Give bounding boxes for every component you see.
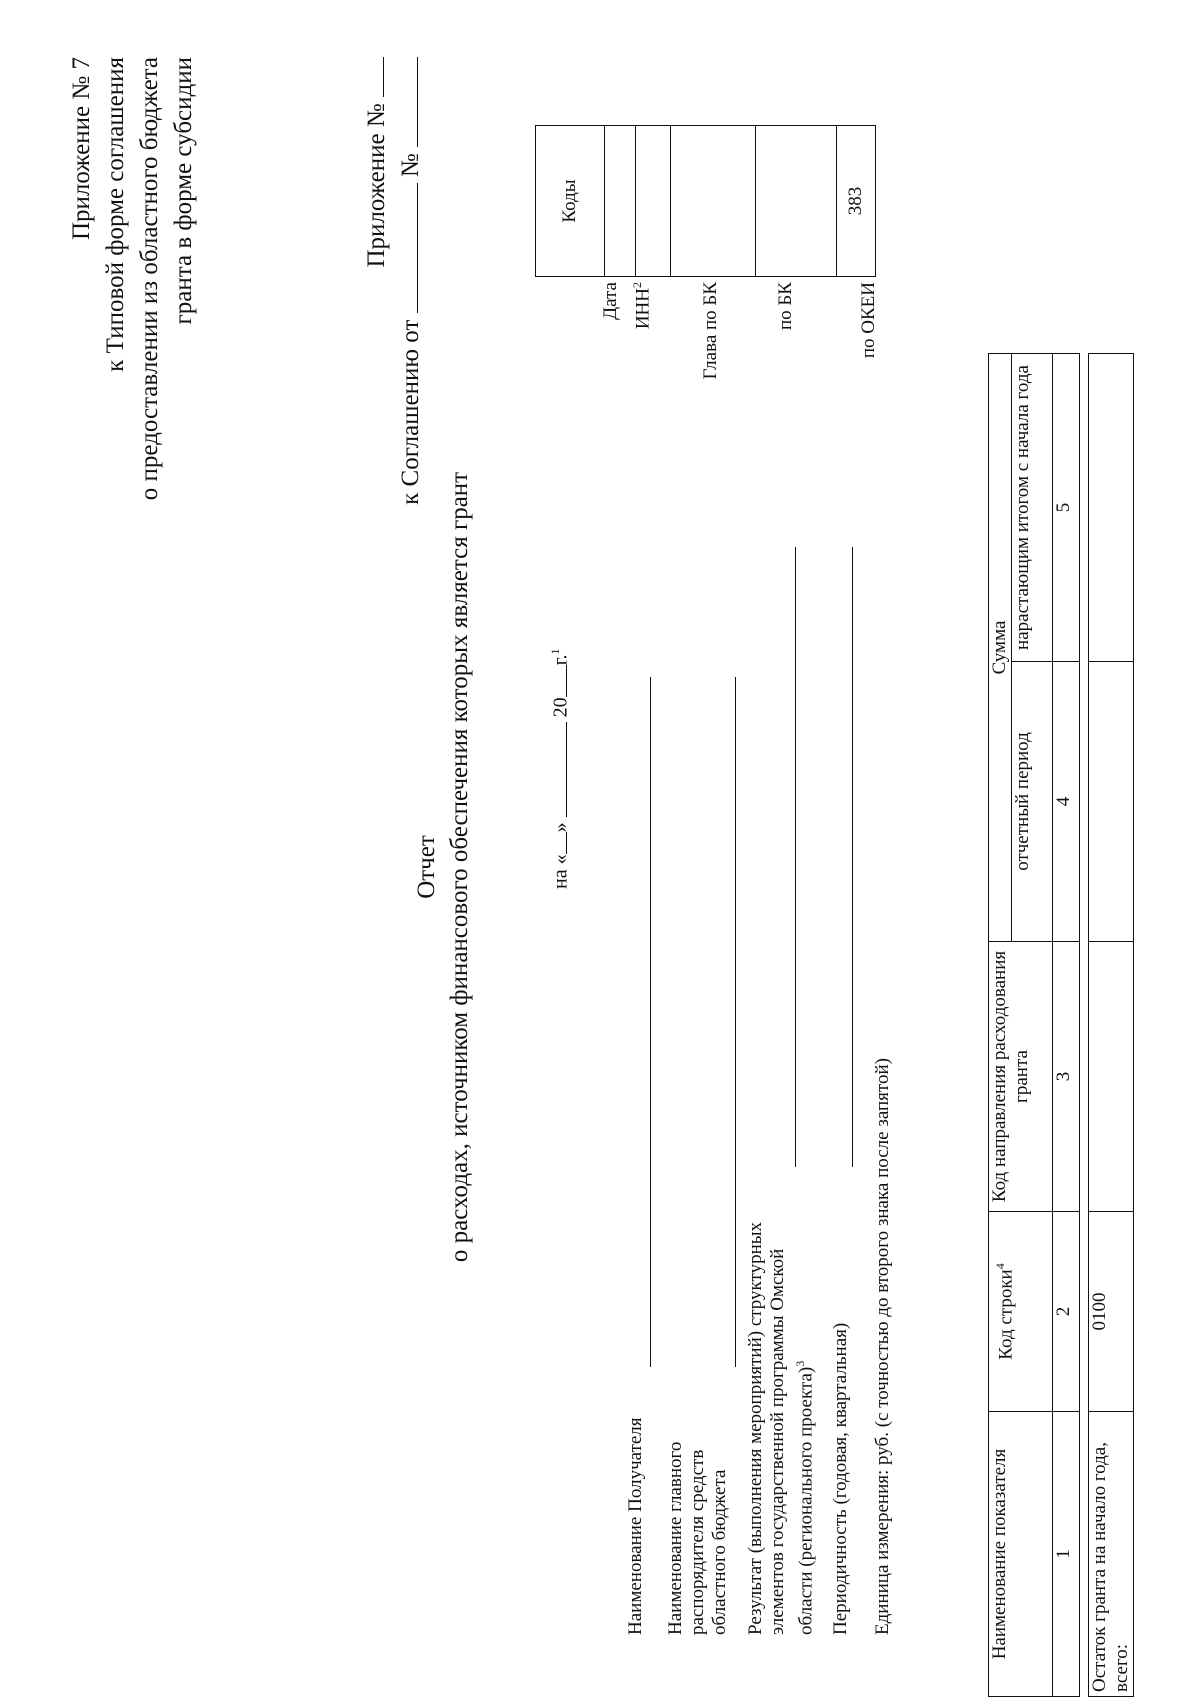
expenses-table xyxy=(988,353,1134,1697)
date-prefix: на « xyxy=(549,854,572,889)
footnote-mark: 3 xyxy=(793,1360,807,1367)
code-chapter-cell[interactable] xyxy=(671,126,756,277)
manager-label-line: областного бюджета xyxy=(709,1469,730,1635)
periodicity-field[interactable] xyxy=(852,547,853,1167)
header-sum: Сумма xyxy=(989,354,1012,942)
title-line-1: Отчет xyxy=(413,835,440,899)
code-okei-cell[interactable]: 383 xyxy=(837,126,876,277)
result-label-line: Результат (выполнения мероприятий) структурных xyxy=(745,1221,766,1635)
agreement-appendix-line xyxy=(360,57,394,657)
result-label-line: области (регионального проекта)$^3$ xyxy=(793,1360,817,1635)
spacer-row xyxy=(1080,354,1089,1697)
manager-label-line: распорядителя средств xyxy=(687,1449,708,1635)
report-title xyxy=(410,317,476,1417)
date-mid: » xyxy=(549,822,572,833)
result-label xyxy=(745,1222,817,1635)
codes-table xyxy=(535,125,876,277)
header-period: отчетный период xyxy=(1012,662,1053,942)
periodicity-label: Периодичность (годовая, квартальная) xyxy=(830,1322,851,1635)
footnote-mark: 4 xyxy=(993,1263,1007,1270)
code-date-cell[interactable] xyxy=(605,126,636,277)
year-blank xyxy=(566,665,567,697)
row-name: Остаток гранта на начало года, всего: xyxy=(1089,1412,1134,1697)
manager-field[interactable] xyxy=(735,677,736,1367)
agreement-number-blank xyxy=(417,57,418,147)
appendix-header xyxy=(65,57,201,647)
result-label-line: элементов государственной программы Омской xyxy=(767,1248,788,1635)
month-blank xyxy=(566,722,567,817)
title-line-2: о расходах, источником финансового обеспечения которых является грант xyxy=(446,471,473,1263)
agreement-appendix-label: Приложение № xyxy=(363,103,390,268)
result-field[interactable] xyxy=(795,547,796,1167)
code-bk-cell[interactable] xyxy=(756,126,837,277)
row-direction[interactable] xyxy=(1089,942,1134,1212)
code-label-date: Дата xyxy=(600,282,621,320)
column-number: 1 xyxy=(1053,1412,1080,1697)
column-number-row xyxy=(1053,354,1080,1697)
header-cumulative: нарастающим итогом с начала года xyxy=(1012,354,1053,662)
report-date-line xyxy=(548,648,573,889)
column-number: 3 xyxy=(1053,942,1080,1212)
column-number: 5 xyxy=(1053,354,1080,662)
codes-header: Коды xyxy=(536,126,605,277)
appendix-line: о предоставлении из областного бюджета xyxy=(136,57,163,501)
table-row xyxy=(1089,354,1134,1697)
code-inn-cell[interactable] xyxy=(636,126,671,277)
appendix-line: к Типовой форме соглашения xyxy=(102,57,129,372)
unit-label: Единица измерения: руб. (с точностью до второго знака после запятой) xyxy=(872,1058,893,1635)
header-direction-code: Код направления расходования гранта xyxy=(989,942,1053,1212)
header-name: Наименование показателя xyxy=(989,1412,1053,1697)
year-prefix: 20 xyxy=(549,697,572,718)
row-period[interactable] xyxy=(1089,662,1134,942)
recipient-field[interactable] xyxy=(650,677,651,1367)
date-suffix: г. xyxy=(549,654,572,666)
manager-label xyxy=(665,1442,731,1635)
agreement-ref-prefix: к Соглашению от xyxy=(397,319,424,505)
column-number: 4 xyxy=(1053,662,1080,942)
row-code: 0100 xyxy=(1089,1212,1134,1412)
code-label-bk: по БК xyxy=(775,282,796,331)
column-number: 2 xyxy=(1053,1212,1080,1412)
appendix-number-blank xyxy=(383,57,384,97)
manager-label-line: Наименование главного xyxy=(665,1441,686,1635)
code-label-chapter: Глава по БК xyxy=(700,282,721,380)
footnote-mark: 1 xyxy=(548,648,562,655)
agreement-no-label: № xyxy=(397,153,424,178)
agreement-date-blank xyxy=(417,183,418,313)
code-label-inn: ИНН$^2$ xyxy=(630,282,654,330)
appendix-line: гранта в форме субсидии xyxy=(170,57,197,325)
recipient-label: Наименование Получателя xyxy=(625,1417,646,1635)
appendix-line: Приложение № 7 xyxy=(68,57,95,241)
header-row-code: Код строки$^4$ xyxy=(989,1212,1053,1412)
footnote-mark: 2 xyxy=(630,282,644,288)
code-label-okei: по ОКЕИ xyxy=(858,282,879,359)
day-blank xyxy=(566,832,567,854)
row-cumulative[interactable] xyxy=(1089,354,1134,662)
